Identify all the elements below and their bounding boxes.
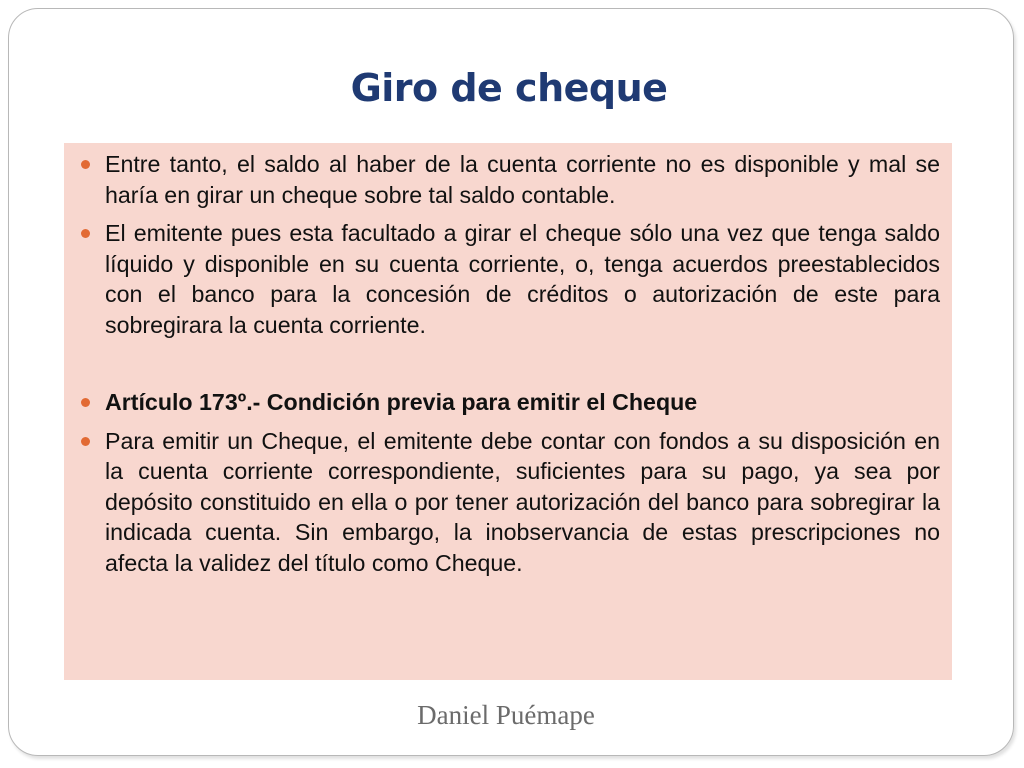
bullet-item-saldo [78, 149, 940, 210]
bullet-dot-icon [81, 229, 90, 238]
bullet-dot-icon [81, 160, 90, 169]
bullet-text: Artículo 173º.- Condición previa para emitir el Cheque [105, 389, 698, 415]
slide-footer-author: Daniel Puémape [417, 700, 595, 730]
bullet-item-emitente [78, 218, 940, 340]
bullet-item-articulo-body [78, 426, 940, 579]
content-box [64, 143, 952, 680]
bullet-dot-icon [81, 398, 90, 407]
bullet-list [78, 149, 940, 578]
slide-title: Giro de cheque [350, 66, 668, 110]
bullet-dot-icon [81, 437, 90, 446]
bullet-text: Para emitir un Cheque, el emitente debe contar con fondos a su disposición en la cuenta corriente correspondiente, suficientes para su pago, ya sea por depósito constituido en ella o por tener autorización del banco para sobregirar la indicada cuenta. Sin embargo, la inobservancia de estas prescripciones no afecta la validez del título como Cheque. [105, 427, 940, 576]
bullet-item-articulo-heading [78, 387, 940, 418]
bullet-text: Entre tanto, el saldo al haber de la cuenta corriente no es disponible y mal se haría en girar un cheque sobre tal saldo contable. [105, 151, 940, 208]
bullet-text: El emitente pues esta facultado a girar el cheque sólo una vez que tenga saldo líquido y disponible en su cuenta corriente, o, tenga acuerdos preestablecidos con el banco para la concesión de créditos o autorización de este para sobregirara la cuenta corriente. [105, 220, 940, 338]
